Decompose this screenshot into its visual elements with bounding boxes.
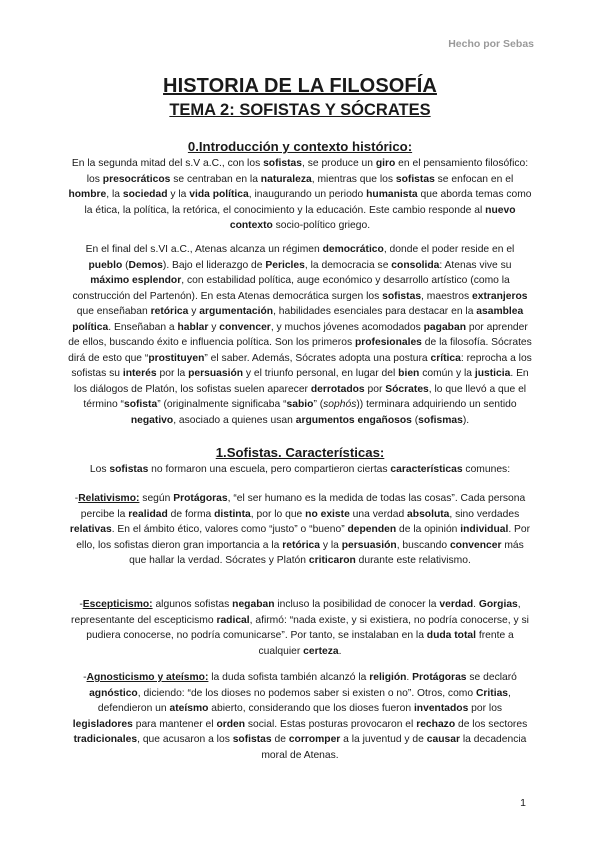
bold-term: giro xyxy=(375,158,396,169)
bold-term: Gorgias xyxy=(478,599,518,610)
bold-term: Protágoras xyxy=(173,493,228,504)
page-number: 1 xyxy=(520,797,526,809)
bold-term: convencer xyxy=(449,539,502,551)
bold-term: asamblea política xyxy=(72,306,524,333)
author-note: Hecho por Sebas xyxy=(448,38,534,50)
bold-term: máximo esplendor xyxy=(90,275,182,286)
bold-term: agnóstico xyxy=(89,687,138,699)
bold-term: presocráticos xyxy=(102,173,171,185)
bold-term: hablar xyxy=(177,321,209,333)
bold-term: persuasión xyxy=(341,539,397,551)
italic-term: sophós xyxy=(323,399,357,410)
bold-term: Pericles xyxy=(265,259,305,271)
bold-term: consolida xyxy=(391,259,440,271)
bold-term: relativas xyxy=(69,524,112,535)
bold-term: legisladores xyxy=(72,718,133,730)
bold-term: realidad xyxy=(128,508,168,520)
bold-term: absoluta xyxy=(407,508,450,520)
bold-term: profesionales xyxy=(354,337,422,348)
bold-term: verdad xyxy=(439,599,474,610)
bold-term: hombre xyxy=(68,189,107,200)
bold-term: retórica xyxy=(150,306,189,317)
bold-term: causar xyxy=(426,734,460,745)
bold-term: argumentación xyxy=(199,306,274,317)
bold-term: justicia xyxy=(474,368,511,379)
bold-term: tradicionales xyxy=(73,734,138,745)
bold-term: crítica xyxy=(430,352,461,364)
bold-term: argumentos engañosos xyxy=(295,414,412,426)
bold-term: pagaban xyxy=(423,321,466,333)
bold-term: criticaron xyxy=(308,555,356,566)
bold-term: retórica xyxy=(282,539,321,551)
bold-term: derrotados xyxy=(310,383,365,395)
bold-term: humanista xyxy=(366,189,418,200)
bold-term: individual xyxy=(460,524,509,535)
bold-term: sofistas xyxy=(382,290,422,302)
document-title: HISTORIA DE LA FILOSOFÍA xyxy=(163,75,437,97)
bold-term: extranjeros xyxy=(471,290,528,302)
bold-term: nuevo contexto xyxy=(229,204,516,231)
document-subtitle: TEMA 2: SOFISTAS Y SÓCRATES xyxy=(169,101,431,119)
bold-term: Sócrates xyxy=(385,383,429,395)
bold-term: sofistas xyxy=(263,158,302,169)
bold-term: sofista xyxy=(123,399,158,410)
bold-term: dependen xyxy=(347,524,397,535)
bold-term: duda total xyxy=(426,630,476,641)
paragraph-escepticismo: -Escepticismo: algunos sofistas negaban incluso la posibilidad de conocer la verdad. Gorgias, representante del escepticismo radical, afirmó: “nada existe, y si existiera, no podría conocerse, y si pudiera conocerse, no podría comunicarse”. Por tanto, se instalaban en la duda total frente a cualquier certeza. xyxy=(71,599,529,657)
bold-term: prostituyen xyxy=(148,352,205,364)
bold-term: Critias xyxy=(475,687,509,699)
bold-term: negativo xyxy=(130,414,174,426)
subheading-label: Relativismo: xyxy=(78,493,140,504)
bold-term: religión xyxy=(369,672,407,683)
bold-term: Protágoras xyxy=(412,672,467,683)
bold-term: certeza xyxy=(303,645,339,657)
bold-term: orden xyxy=(216,718,246,730)
bold-term: corromper xyxy=(288,734,341,745)
bold-term: distinta xyxy=(214,508,251,520)
bold-term: convencer xyxy=(219,321,271,333)
bold-term: vida política xyxy=(189,189,249,200)
paragraph-intro-2: En el final del s.VI a.C., Atenas alcanza un régimen democrático, donde el poder reside en el pueblo (Demos). Bajo el liderazgo de Pericles, la democracia se consolida: Atenas vive su máximo esplendor, con estabilidad política, auge económico y desarrollo artístico (como la construcción del Partenón). En esta Atenas democrática surgen los sofistas, maestros extranjeros que enseñaban retórica y argumentación, habilidades esenciales para destacar en la asamblea política. Enseñaban a hablar y convencer, y muchos jóvenes acomodados pagaban por aprender de ellos, buscando éxito e influencia política. Son los primeros profesionales de la filosofía. Sócrates dirá de esto que “prostituyen” el saber. Además, Sócrates adopta una postura crítica: reprocha a los sofistas su interés por la persuasión y el triunfo personal, en lugar del bien común y la justicia. En los diálogos de Platón, los sofistas suelen aparecer derrotados por Sócrates, lo que llevó a que el término “sofista” (originalmente significaba “sabio” (sophós)) terminara adquiriendo un sentido negativo, asociado a quienes usan argumentos engañosos (sofismas). xyxy=(68,244,532,426)
bold-term: sociedad xyxy=(122,189,168,200)
bold-term: rechazo xyxy=(416,718,456,730)
bold-term: sofismas xyxy=(418,414,463,426)
bold-term: ateísmo xyxy=(169,703,209,714)
bold-term: no existe xyxy=(305,508,350,520)
paragraph-relativismo: -Relativismo: según Protágoras, “el ser humano es la medida de todas las cosas”. Cada persona percibe la realidad de forma distinta, por lo que no existe una verdad absoluta, sino verdades relativas. En el ámbito ético, valores como “justo” o “bueno” dependen de la opinión individual. Por ello, los sofistas dieron gran importancia a la retórica y la persuasión, buscando convencer más que hallar la verdad. Sócrates y Platón criticaron durante este relativismo. xyxy=(69,493,531,566)
bold-term: sofistas xyxy=(232,734,272,745)
bold-term: sabio xyxy=(286,399,314,410)
section-heading-sofistas: 1.Sofistas. Características: xyxy=(215,445,385,460)
bold-term: Demos xyxy=(128,259,163,271)
bold-term: radical xyxy=(216,614,250,626)
bold-term: negaban xyxy=(232,599,275,610)
bold-term: sofistas xyxy=(395,173,435,185)
bold-term: características xyxy=(390,464,463,475)
bold-term: naturaleza xyxy=(260,173,312,185)
bold-term: inventados xyxy=(413,703,469,714)
bold-term: democrático xyxy=(322,244,384,255)
paragraph-agnosticismo: -Agnosticismo y ateísmo: la duda sofista también alcanzó la religión. Protágoras se declaró agnóstico, diciendo: “de los dioses no podemos saber si existen o no”. Otros, como Critias, defendieron un ateísmo abierto, considerando que los dioses fueron inventados por los legisladores para mantener el orden social. Estas posturas provocaron el rechazo de los sectores tradicionales, que acusaron a los sofistas de corromper a la juventud y de causar la decadencia moral de Atenas. xyxy=(72,672,528,761)
bold-term: sofistas xyxy=(109,464,149,475)
bold-term: pueblo xyxy=(88,259,123,271)
subheading-label: Escepticismo: xyxy=(82,599,153,610)
bold-term: persuasión xyxy=(188,368,244,379)
section-heading-intro: 0.Introducción y contexto histórico: xyxy=(187,139,413,154)
bold-term: interés xyxy=(122,368,157,379)
paragraph-sofistas-intro: Los sofistas no formaron una escuela, pero compartieron ciertas características comunes: xyxy=(89,464,511,475)
paragraph-intro-1: En la segunda mitad del s.V a.C., con los sofistas, se produce un giro en el pensamiento filosófico: los presocráticos se centraban en la naturaleza, mientras que los sofistas se enfocan en el hombre, la sociedad y la vida política, inaugurando un periodo humanista que aborda temas como la ética, la política, la retórica, el conocimiento y la educación. Este cambio responde al nuevo contexto socio-político griego. xyxy=(68,158,532,231)
bold-term: bien xyxy=(398,368,420,379)
subheading-label: Agnosticismo y ateísmo: xyxy=(86,672,209,683)
